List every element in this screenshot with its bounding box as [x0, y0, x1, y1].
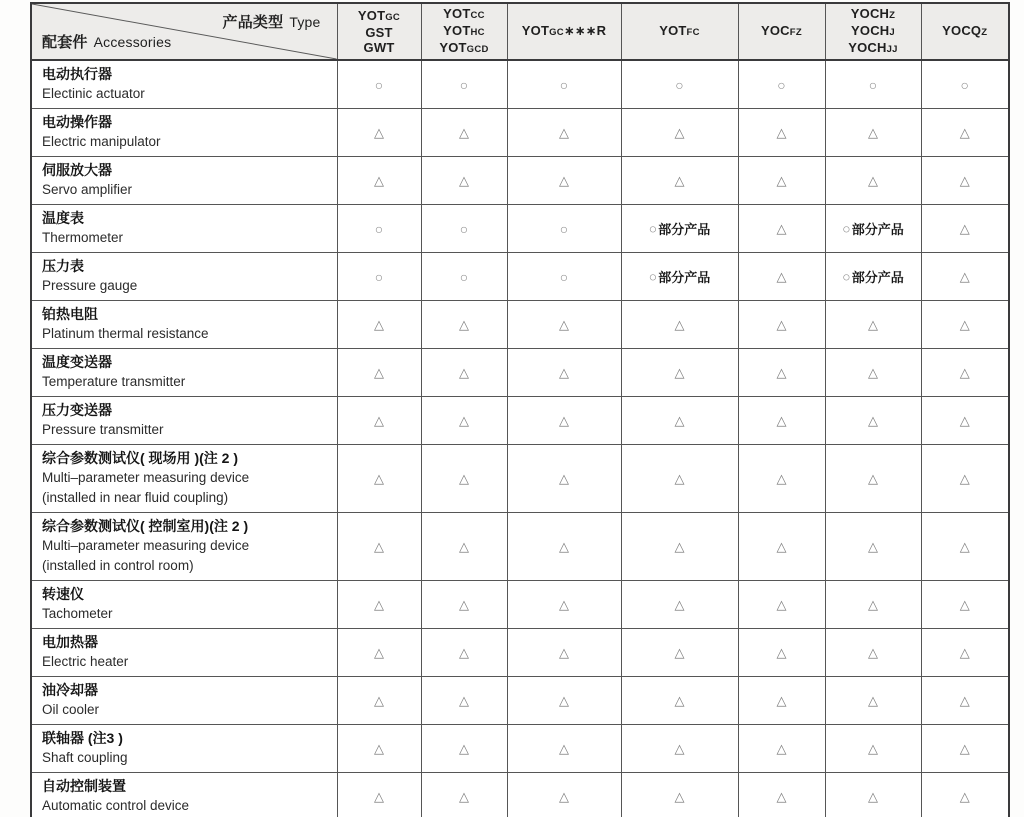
accessory-name-cell — [31, 445, 337, 513]
compatibility-cell — [507, 301, 621, 349]
compatibility-cell — [921, 253, 1009, 301]
compatibility-cell — [621, 725, 738, 773]
triangle-icon: △ — [559, 470, 569, 486]
triangle-icon: △ — [674, 740, 685, 756]
triangle-icon: △ — [776, 412, 787, 428]
triangle-icon: △ — [459, 538, 469, 554]
triangle-icon: △ — [459, 172, 469, 188]
accessory-name-zh: 电加热器 — [42, 634, 98, 650]
compatibility-cell — [738, 629, 825, 677]
partial-products-label: 部分产品 — [658, 270, 711, 285]
accessory-name-cell — [31, 205, 337, 253]
triangle-icon: △ — [559, 740, 569, 756]
accessory-name-en: Platinum thermal resistance — [42, 326, 209, 341]
compatibility-cell — [738, 725, 825, 773]
compatibility-cell — [921, 205, 1009, 253]
compatibility-cell — [337, 253, 421, 301]
compatibility-cell — [738, 397, 825, 445]
triangle-icon: △ — [374, 470, 384, 486]
table-row — [31, 513, 1009, 581]
triangle-icon: △ — [674, 172, 685, 188]
compatibility-cell — [921, 725, 1009, 773]
triangle-icon: △ — [459, 692, 469, 708]
compatibility-cell — [921, 629, 1009, 677]
compatibility-cell — [507, 349, 621, 397]
triangle-icon: △ — [459, 412, 469, 428]
compatibility-cell — [621, 60, 738, 109]
compatibility-cell — [825, 445, 921, 513]
compatibility-cell — [507, 725, 621, 773]
compatibility-cell — [825, 253, 921, 301]
table-row — [31, 581, 1009, 629]
compatibility-cell — [421, 60, 507, 109]
compatibility-cell — [825, 157, 921, 205]
column-header-3: YOTGC∗∗∗R — [507, 3, 621, 60]
accessory-name-en: Automatic control device — [42, 798, 190, 813]
accessory-name-zh: 转速仪 — [42, 586, 84, 602]
triangle-icon: △ — [459, 644, 469, 660]
triangle-icon: △ — [868, 412, 878, 428]
triangle-icon: △ — [959, 268, 970, 284]
triangle-icon: △ — [959, 316, 970, 332]
circle-icon: ○ — [374, 220, 384, 237]
compatibility-cell — [337, 445, 421, 513]
table-row — [31, 109, 1009, 157]
compatibility-cell — [621, 253, 738, 301]
compatibility-cell — [738, 301, 825, 349]
triangle-icon: △ — [959, 470, 970, 486]
accessory-name-en: Electric manipulator — [42, 134, 161, 149]
compatibility-cell — [825, 773, 921, 817]
triangle-icon: △ — [559, 316, 569, 332]
accessory-name-zh: 油冷却器 — [42, 682, 98, 698]
compatibility-cell — [421, 109, 507, 157]
table-row — [31, 397, 1009, 445]
triangle-icon: △ — [959, 220, 970, 236]
accessory-name-zh: 铂热电阻 — [42, 306, 98, 322]
compatibility-cell — [421, 725, 507, 773]
circle-icon: ○ — [459, 76, 469, 93]
circle-icon: ○ — [960, 76, 969, 93]
circle-icon: ○ — [559, 220, 569, 237]
compatibility-cell — [621, 513, 738, 581]
triangle-icon: △ — [674, 364, 685, 380]
circle-icon: ○ — [648, 220, 658, 237]
triangle-icon: △ — [776, 364, 787, 380]
compatibility-cell — [921, 60, 1009, 109]
accessory-name-zh: 伺服放大器 — [42, 162, 112, 178]
circle-icon: ○ — [842, 268, 851, 285]
accessory-name-zh: 综合参数测试仪( 现场用 )(注 2 ) — [42, 450, 238, 466]
circle-icon: ○ — [648, 268, 658, 285]
triangle-icon: △ — [674, 316, 685, 332]
accessory-name-zh: 自动控制装置 — [42, 778, 126, 794]
compatibility-cell — [337, 301, 421, 349]
triangle-icon: △ — [459, 788, 469, 804]
triangle-icon: △ — [868, 364, 878, 380]
triangle-icon: △ — [776, 644, 787, 660]
compatibility-cell — [921, 397, 1009, 445]
accessory-name-cell — [31, 253, 337, 301]
accessory-name-en: Electinic actuator — [42, 86, 145, 101]
compatibility-cell — [507, 773, 621, 817]
triangle-icon: △ — [374, 364, 384, 380]
triangle-icon: △ — [459, 596, 469, 612]
accessory-name-zh: 联轴器 (注3 ) — [42, 730, 123, 746]
circle-icon: ○ — [459, 268, 469, 285]
compatibility-cell — [921, 773, 1009, 817]
compatibility-cell — [825, 301, 921, 349]
header-row — [31, 3, 1009, 60]
triangle-icon: △ — [776, 692, 787, 708]
table-row — [31, 629, 1009, 677]
compatibility-cell — [921, 677, 1009, 725]
triangle-icon: △ — [776, 268, 787, 284]
accessory-name-zh: 综合参数测试仪( 控制室用)(注 2 ) — [42, 518, 249, 534]
compatibility-cell — [738, 253, 825, 301]
accessory-name-cell — [31, 725, 337, 773]
triangle-icon: △ — [374, 316, 384, 332]
compatibility-cell — [825, 109, 921, 157]
table-row — [31, 301, 1009, 349]
compatibility-cell — [337, 205, 421, 253]
accessory-name-zh: 压力变送器 — [42, 402, 112, 418]
accessory-name-cell — [31, 109, 337, 157]
accessory-name-zh: 电动操作器 — [42, 114, 112, 130]
accessory-name-en: Pressure transmitter — [42, 422, 164, 437]
compatibility-cell — [421, 513, 507, 581]
partial-products-label: 部分产品 — [658, 222, 711, 237]
table-row — [31, 773, 1009, 817]
accessory-name-en: Temperature transmitter — [42, 374, 186, 389]
compatibility-cell — [337, 397, 421, 445]
compatibility-cell — [825, 725, 921, 773]
circle-icon: ○ — [868, 76, 878, 93]
compatibility-cell — [738, 677, 825, 725]
compatibility-cell — [825, 205, 921, 253]
triangle-icon: △ — [959, 692, 970, 708]
compatibility-cell — [921, 445, 1009, 513]
compatibility-cell — [825, 349, 921, 397]
compatibility-cell — [825, 397, 921, 445]
table-row — [31, 349, 1009, 397]
triangle-icon: △ — [959, 412, 970, 428]
compatibility-cell — [921, 581, 1009, 629]
column-header-2: YOTCC YOTHC YOTGCD — [421, 3, 507, 60]
column-header-7: YOCQZ — [921, 3, 1009, 60]
compatibility-cell — [421, 629, 507, 677]
accessory-name-cell — [31, 629, 337, 677]
compatibility-cell — [825, 581, 921, 629]
circle-icon: ○ — [559, 268, 569, 285]
triangle-icon: △ — [868, 740, 878, 756]
triangle-icon: △ — [559, 538, 569, 554]
triangle-icon: △ — [959, 740, 970, 756]
triangle-icon: △ — [559, 364, 569, 380]
compatibility-cell — [421, 205, 507, 253]
circle-icon: ○ — [374, 268, 384, 285]
triangle-icon: △ — [374, 596, 384, 612]
triangle-icon: △ — [559, 172, 569, 188]
triangle-icon: △ — [559, 412, 569, 428]
column-header-5: YOCFZ — [738, 3, 825, 60]
circle-icon: ○ — [675, 76, 684, 93]
compatibility-cell — [337, 581, 421, 629]
accessory-name-en: (installed in near fluid coupling) — [42, 490, 229, 505]
product-type-label: 产品类型 Type — [222, 14, 321, 31]
compatibility-cell — [337, 725, 421, 773]
compatibility-cell — [738, 157, 825, 205]
triangle-icon: △ — [868, 788, 878, 804]
triangle-icon: △ — [459, 316, 469, 332]
triangle-icon: △ — [559, 692, 569, 708]
accessory-name-cell — [31, 157, 337, 205]
triangle-icon: △ — [559, 644, 569, 660]
compatibility-cell — [825, 677, 921, 725]
compatibility-cell — [337, 349, 421, 397]
compatibility-cell — [621, 205, 738, 253]
triangle-icon: △ — [674, 788, 685, 804]
triangle-icon: △ — [776, 172, 787, 188]
compatibility-cell — [507, 60, 621, 109]
accessories-compatibility-table — [30, 2, 1010, 817]
compatibility-cell — [621, 677, 738, 725]
triangle-icon: △ — [374, 740, 384, 756]
compatibility-cell — [507, 581, 621, 629]
triangle-icon: △ — [868, 644, 878, 660]
triangle-icon: △ — [868, 172, 878, 188]
compatibility-cell — [825, 513, 921, 581]
triangle-icon: △ — [959, 124, 970, 140]
compatibility-cell — [337, 60, 421, 109]
accessory-name-cell — [31, 773, 337, 817]
compatibility-cell — [738, 60, 825, 109]
triangle-icon: △ — [674, 596, 685, 612]
triangle-icon: △ — [374, 412, 384, 428]
partial-products-label: 部分产品 — [851, 270, 904, 285]
triangle-icon: △ — [374, 172, 384, 188]
triangle-icon: △ — [868, 470, 878, 486]
compatibility-cell — [421, 349, 507, 397]
compatibility-cell — [825, 60, 921, 109]
compatibility-cell — [337, 157, 421, 205]
compatibility-cell — [507, 513, 621, 581]
compatibility-cell — [421, 773, 507, 817]
compatibility-cell — [738, 773, 825, 817]
compatibility-cell — [921, 301, 1009, 349]
compatibility-cell — [921, 513, 1009, 581]
compatibility-cell — [337, 513, 421, 581]
column-header-1: YOTGC GST GWT — [337, 3, 421, 60]
compatibility-cell — [421, 677, 507, 725]
triangle-icon: △ — [674, 412, 685, 428]
compatibility-cell — [621, 629, 738, 677]
compatibility-cell — [738, 205, 825, 253]
triangle-icon: △ — [959, 644, 970, 660]
triangle-icon: △ — [868, 692, 878, 708]
column-header-4: YOTFC — [621, 3, 738, 60]
triangle-icon: △ — [674, 470, 685, 486]
compatibility-cell — [738, 513, 825, 581]
accessory-name-cell — [31, 397, 337, 445]
triangle-icon: △ — [959, 538, 970, 554]
compatibility-cell — [337, 773, 421, 817]
triangle-icon: △ — [374, 124, 384, 140]
circle-icon: ○ — [459, 220, 469, 237]
compatibility-cell — [825, 629, 921, 677]
accessory-name-zh: 电动执行器 — [42, 66, 112, 82]
compatibility-cell — [738, 445, 825, 513]
partial-products-label: 部分产品 — [851, 222, 904, 237]
compatibility-cell — [738, 109, 825, 157]
compatibility-cell — [621, 301, 738, 349]
compatibility-cell — [507, 205, 621, 253]
triangle-icon: △ — [868, 316, 878, 332]
column-header-6: YOCHZ YOCHJ YOCHJJ — [825, 3, 921, 60]
table-row — [31, 253, 1009, 301]
triangle-icon: △ — [459, 470, 469, 486]
table-row — [31, 205, 1009, 253]
compatibility-cell — [621, 157, 738, 205]
accessory-name-cell — [31, 513, 337, 581]
compatibility-cell — [921, 349, 1009, 397]
table-row — [31, 157, 1009, 205]
accessory-name-cell — [31, 349, 337, 397]
compatibility-cell — [621, 445, 738, 513]
triangle-icon: △ — [959, 364, 970, 380]
triangle-icon: △ — [868, 596, 878, 612]
triangle-icon: △ — [868, 538, 878, 554]
table-row — [31, 677, 1009, 725]
compatibility-cell — [621, 773, 738, 817]
circle-icon: ○ — [777, 76, 786, 93]
triangle-icon: △ — [776, 470, 787, 486]
triangle-icon: △ — [674, 644, 685, 660]
accessories-label: 配套件 Accessories — [42, 34, 172, 51]
accessory-name-en: Thermometer — [42, 230, 124, 245]
triangle-icon: △ — [374, 692, 384, 708]
accessory-name-cell — [31, 301, 337, 349]
compatibility-cell — [921, 109, 1009, 157]
accessory-name-cell — [31, 60, 337, 109]
compatibility-cell — [337, 677, 421, 725]
triangle-icon: △ — [959, 596, 970, 612]
triangle-icon: △ — [374, 538, 384, 554]
triangle-icon: △ — [374, 644, 384, 660]
triangle-icon: △ — [959, 172, 970, 188]
accessory-name-en: Multi–parameter measuring device — [42, 470, 250, 485]
triangle-icon: △ — [674, 124, 685, 140]
table-row — [31, 725, 1009, 773]
circle-icon: ○ — [842, 220, 851, 237]
accessory-name-en: Multi–parameter measuring device — [42, 538, 250, 553]
compatibility-cell — [621, 397, 738, 445]
compatibility-cell — [337, 109, 421, 157]
triangle-icon: △ — [776, 788, 787, 804]
accessory-name-en: (installed in control room) — [42, 558, 194, 573]
compatibility-cell — [507, 445, 621, 513]
compatibility-cell — [421, 301, 507, 349]
compatibility-cell — [621, 109, 738, 157]
circle-icon: ○ — [559, 76, 569, 93]
triangle-icon: △ — [959, 788, 970, 804]
compatibility-cell — [621, 349, 738, 397]
triangle-icon: △ — [776, 538, 787, 554]
triangle-icon: △ — [674, 538, 685, 554]
accessory-name-zh: 温度变送器 — [42, 354, 112, 370]
accessory-name-zh: 温度表 — [42, 210, 84, 226]
triangle-icon: △ — [459, 740, 469, 756]
compatibility-cell — [421, 157, 507, 205]
accessory-name-en: Servo amplifier — [42, 182, 133, 197]
compatibility-cell — [738, 581, 825, 629]
accessory-name-cell — [31, 677, 337, 725]
accessory-name-cell — [31, 581, 337, 629]
triangle-icon: △ — [776, 740, 787, 756]
corner-header-cell — [31, 3, 337, 60]
circle-icon: ○ — [374, 76, 384, 93]
accessory-name-en: Shaft coupling — [42, 750, 128, 765]
triangle-icon: △ — [459, 124, 469, 140]
triangle-icon: △ — [559, 596, 569, 612]
triangle-icon: △ — [374, 788, 384, 804]
compatibility-cell — [507, 677, 621, 725]
triangle-icon: △ — [776, 596, 787, 612]
compatibility-cell — [507, 629, 621, 677]
table-row — [31, 60, 1009, 109]
accessory-name-en: Tachometer — [42, 606, 113, 621]
compatibility-cell — [507, 157, 621, 205]
triangle-icon: △ — [776, 124, 787, 140]
compatibility-cell — [507, 253, 621, 301]
accessory-name-zh: 压力表 — [42, 258, 84, 274]
triangle-icon: △ — [868, 124, 878, 140]
compatibility-cell — [421, 397, 507, 445]
triangle-icon: △ — [459, 364, 469, 380]
triangle-icon: △ — [776, 316, 787, 332]
triangle-icon: △ — [559, 124, 569, 140]
compatibility-cell — [421, 253, 507, 301]
triangle-icon: △ — [776, 220, 787, 236]
compatibility-cell — [421, 581, 507, 629]
compatibility-cell — [337, 629, 421, 677]
compatibility-cell — [507, 397, 621, 445]
triangle-icon: △ — [674, 692, 685, 708]
triangle-icon: △ — [559, 788, 569, 804]
accessory-name-en: Oil cooler — [42, 702, 100, 717]
compatibility-cell — [507, 109, 621, 157]
compatibility-cell — [921, 157, 1009, 205]
compatibility-cell — [621, 581, 738, 629]
compatibility-cell — [421, 445, 507, 513]
accessory-name-en: Electric heater — [42, 654, 129, 669]
table-row — [31, 445, 1009, 513]
accessory-name-en: Pressure gauge — [42, 278, 138, 293]
compatibility-cell — [738, 349, 825, 397]
